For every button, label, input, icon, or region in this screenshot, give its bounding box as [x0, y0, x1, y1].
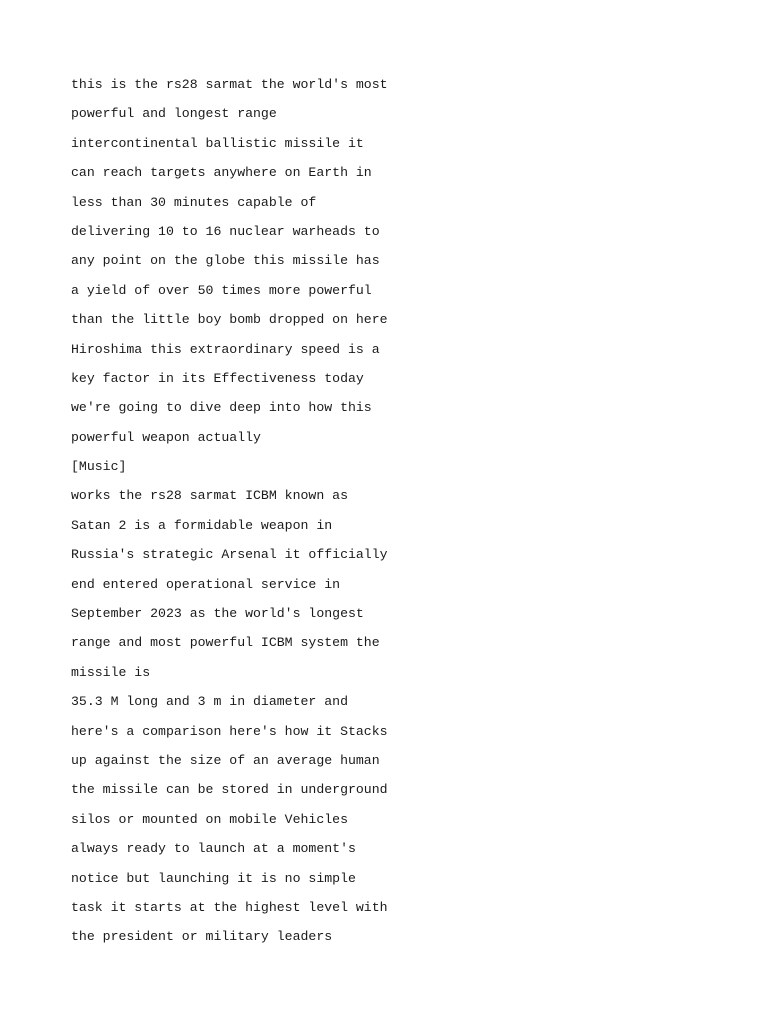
transcript-line: intercontinental ballistic missile it — [71, 135, 364, 151]
transcript-line: task it starts at the highest level with — [71, 899, 388, 915]
transcript-line: missile is — [71, 664, 151, 680]
transcript-line: up against the size of an average human — [71, 752, 380, 768]
transcript-line: powerful weapon actually — [71, 429, 261, 445]
transcript-line-music-tag: [Music] — [71, 459, 127, 475]
transcript-line: less than 30 minutes capable of — [71, 194, 317, 210]
transcript-line: the missile can be stored in underground — [71, 782, 388, 798]
transcript-line: can reach targets anywhere on Earth in — [71, 165, 372, 181]
transcript-line: key factor in its Effectiveness today — [71, 370, 364, 386]
transcript-line: here's a comparison here's how it Stacks — [71, 723, 388, 739]
transcript-line: Hiroshima this extraordinary speed is a — [71, 341, 380, 357]
transcript-line: silos or mounted on mobile Vehicles — [71, 811, 348, 827]
transcript-line: always ready to launch at a moment's — [71, 841, 356, 857]
transcript-line: any point on the globe this missile has — [71, 253, 380, 269]
transcript-line: notice but launching it is no simple — [71, 870, 356, 886]
transcript-text — [71, 70, 711, 952]
transcript-line: Russia's strategic Arsenal it officially — [71, 547, 388, 563]
transcript-line: we're going to dive deep into how this — [71, 400, 372, 416]
transcript-line: delivering 10 to 16 nuclear warheads to — [71, 223, 380, 239]
transcript-line: range and most powerful ICBM system the — [71, 635, 380, 651]
transcript-line: than the little boy bomb dropped on here — [71, 312, 388, 328]
transcript-line: 35.3 M long and 3 m in diameter and — [71, 694, 348, 710]
transcript-line: September 2023 as the world's longest — [71, 606, 364, 622]
transcript-line: a yield of over 50 times more powerful — [71, 282, 372, 298]
transcript-line: works the rs28 sarmat ICBM known as — [71, 488, 348, 504]
transcript-line: this is the rs28 sarmat the world's most — [71, 77, 388, 92]
transcript-line: powerful and longest range — [71, 106, 277, 122]
transcript-line: the president or military leaders — [71, 929, 333, 945]
transcript-line: end entered operational service in — [71, 576, 341, 592]
transcript-line: Satan 2 is a formidable weapon in — [71, 517, 333, 533]
